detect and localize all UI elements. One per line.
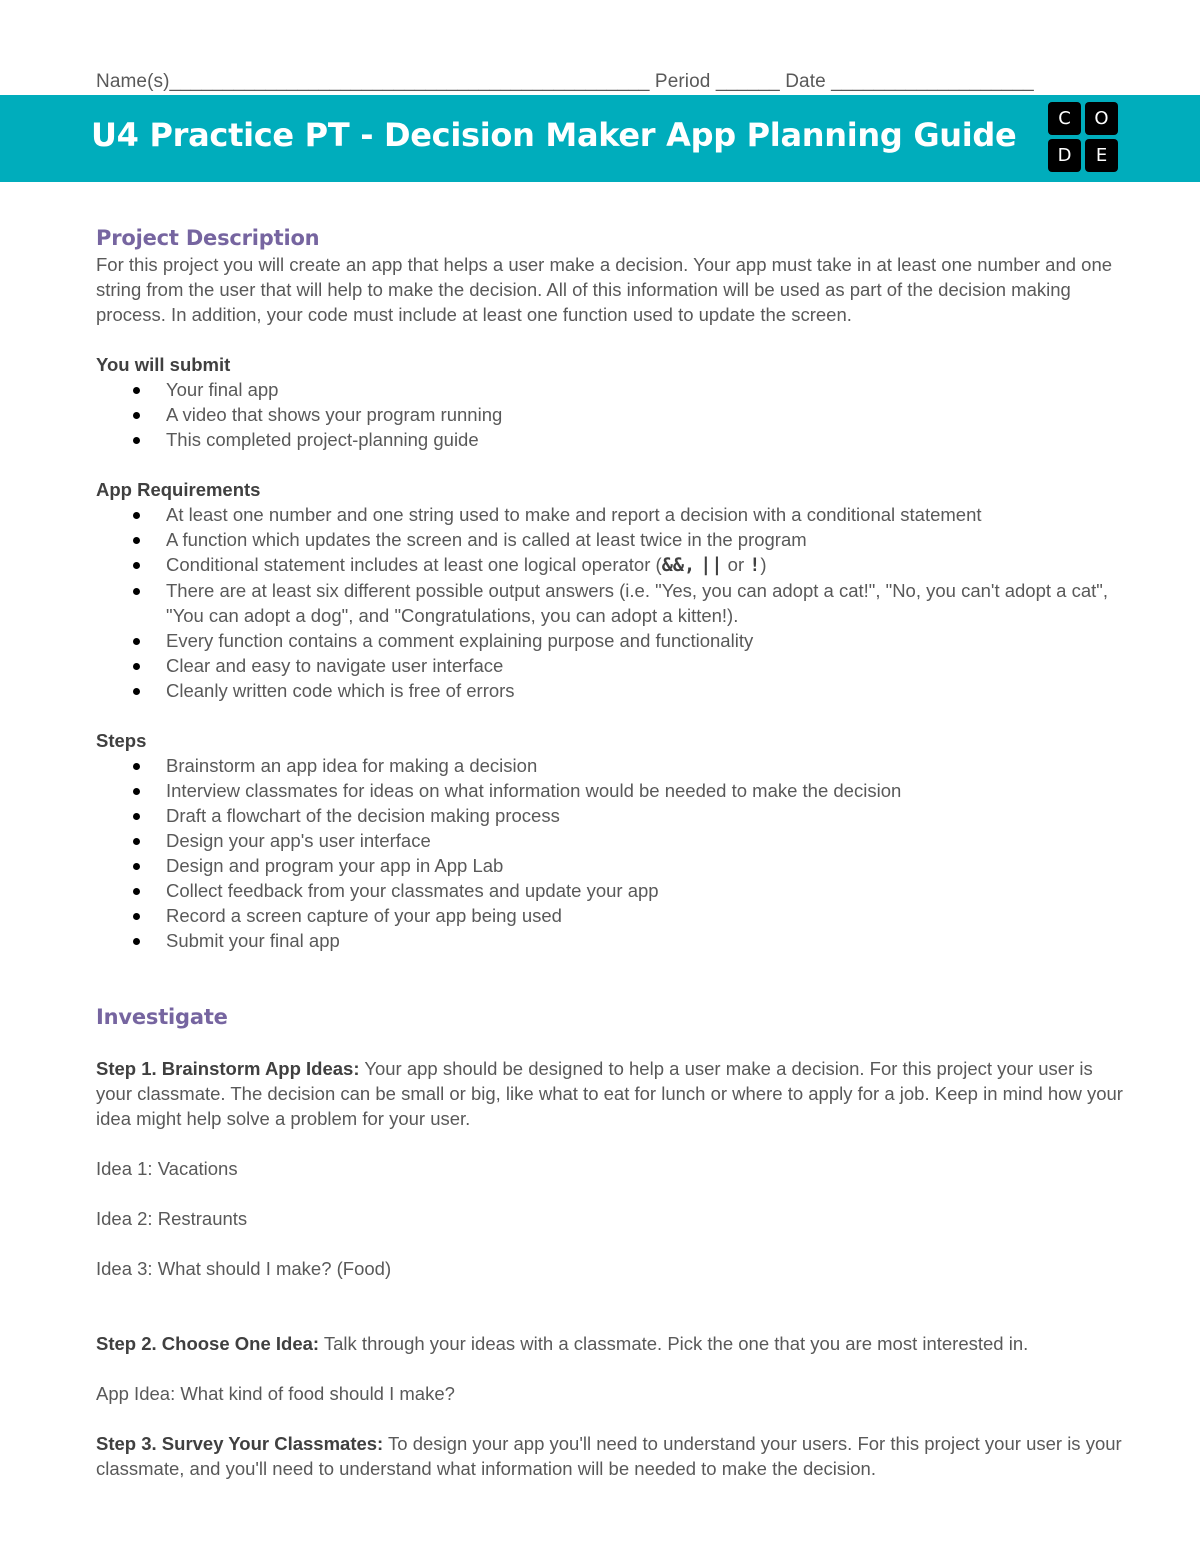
idea-3: Idea 3: What should I make? (Food) [96,1258,392,1279]
list-item: Brainstorm an app idea for making a decision [96,753,1126,778]
list-item: At least one number and one string used to make and report a decision with a conditional statement [96,502,1126,527]
step-2-paragraph: Step 2. Choose One Idea: Talk through your ideas with a classmate. Pick the one that you are most interested in. [96,1333,1029,1354]
bullet-icon [133,562,140,569]
logo-letter: O [1085,102,1118,135]
project-description-text: For this project you will create an app that helps a user make a decision. Your app must take in at least one number and one string from the user that will help to make the decision. All of this information will be used as part of the decision making process. In addition, your code must include at least one function used to update the screen. [96,254,1113,325]
bullet-icon [133,588,140,595]
bullet-icon [133,813,140,820]
submit-list [96,377,1126,452]
submit-heading: You will submit [96,354,231,375]
logo-letter: D [1048,139,1081,172]
step-1-label: Step 1. Brainstorm App Ideas: [96,1058,360,1079]
requirements-list [96,502,1126,703]
bullet-icon [133,412,140,419]
bullet-icon [133,888,140,895]
bullet-icon [133,788,140,795]
steps-list [96,753,1126,953]
bullet-icon [133,663,140,670]
bullet-icon [133,512,140,519]
list-item: A function which updates the screen and is called at least twice in the program [96,527,1126,552]
list-item: Your final app [96,377,1126,402]
idea-2: Idea 2: Restraunts [96,1208,248,1229]
step-3-label: Step 3. Survey Your Classmates: [96,1433,384,1454]
list-item: Every function contains a comment explaining purpose and functionality [96,628,1126,653]
bullet-icon [133,938,140,945]
document-body [96,224,1126,1481]
list-item: Cleanly written code which is free of errors [96,678,1126,703]
list-item: This completed project-planning guide [96,427,1126,452]
logo-letter: C [1048,102,1081,135]
list-item: Design and program your app in App Lab [96,853,1126,878]
step-3-paragraph: Step 3. Survey Your Classmates: To design your app you'll need to understand your users. For this project your user is your classmate, and you'll need to understand what information will be needed to make the decision. [96,1433,1122,1479]
section-heading-investigate: Investigate [96,1005,228,1029]
list-item: Clear and easy to navigate user interface [96,653,1126,678]
list-item: A video that shows your program running [96,402,1126,427]
steps-heading: Steps [96,730,147,751]
list-item: Record a screen capture of your app being used [96,903,1126,928]
bullet-icon [133,437,140,444]
list-item: Design your app's user interface [96,828,1126,853]
idea-1: Idea 1: Vacations [96,1158,238,1179]
logo-letter: E [1085,139,1118,172]
bullet-icon [133,537,140,544]
page-title: U4 Practice PT - Decision Maker App Planning Guide [91,116,1017,154]
operator-or: || [700,555,723,576]
app-idea: App Idea: What kind of food should I make? [96,1383,455,1404]
bullet-icon [133,838,140,845]
step-2-label: Step 2. Choose One Idea: [96,1333,320,1354]
name-period-date-line: Name(s)_____________________________________________ Period ______ Date ___________________ [96,71,1034,92]
list-item: Submit your final app [96,928,1126,953]
section-heading-project-description: Project Description [96,226,320,250]
bullet-icon [133,913,140,920]
list-item: Draft a flowchart of the decision making process [96,803,1126,828]
list-item: Interview classmates for ideas on what information would be needed to make the decision [96,778,1126,803]
bullet-icon [133,688,140,695]
code-logo [1048,102,1120,174]
list-item: There are at least six different possible output answers (i.e. "Yes, you can adopt a cat!", "No, you can't adopt a cat", "You can adopt a dog", and "Congratulations, you can adopt a kitten!). [96,578,1126,628]
operator-and: &&, [661,555,696,576]
bullet-icon [133,763,140,770]
step-1-paragraph: Step 1. Brainstorm App Ideas: Your app should be designed to help a user make a decision. For this project your user is your classmate. The decision can be small or big, like what to eat for lunch or where to apply for a job. Keep in mind how your idea might help solve a problem for your user. [96,1058,1123,1129]
operator-not: ! [749,555,761,576]
bullet-icon [133,387,140,394]
bullet-icon [133,863,140,870]
list-item: Conditional statement includes at least one logical operator (&&, || or !) [96,552,1126,578]
requirements-heading: App Requirements [96,479,261,500]
list-item: Collect feedback from your classmates and update your app [96,878,1126,903]
bullet-icon [133,638,140,645]
